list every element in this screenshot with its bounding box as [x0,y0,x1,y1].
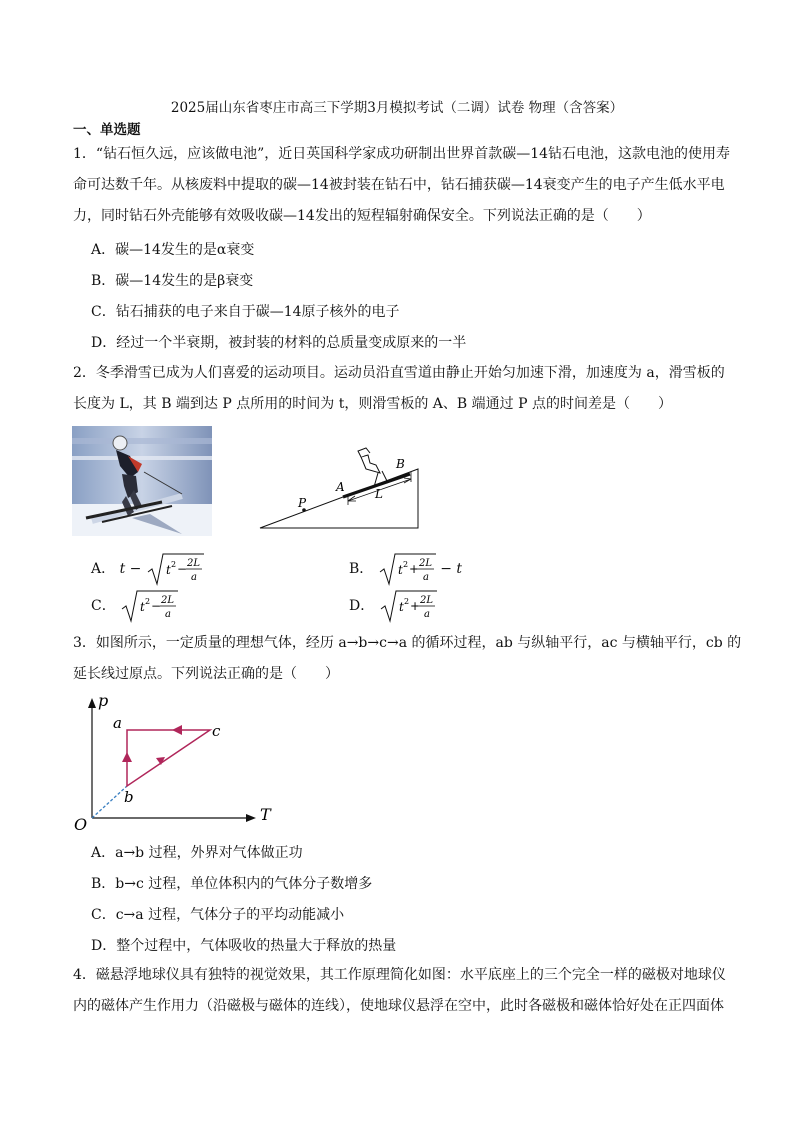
point-label-a: a [113,714,122,732]
svg-text:2: 2 [170,560,176,569]
question-1-line: 1．“钻石恒久远，应该做电池”，近日英国科学家成功研制出世界首款碳—14钻石电池，这款电池的使用寿 [73,146,731,162]
svg-text:2L: 2L [419,595,433,606]
q1-option-d[interactable]: D．经过一个半衰期，被封装的材料的总质量变成原来的一半 [91,335,467,351]
question-4-line: 4．磁悬浮地球仪具有独特的视觉效果，其工作原理简化如图：水平底座上的三个完全一样的磁极对地球仪 [73,967,726,983]
question-4 [73,960,726,1022]
svg-text:−: − [176,562,187,576]
q2-option-d[interactable] [349,589,437,623]
sqrt-expression [120,589,178,623]
incline-diagram [258,443,438,533]
label-A: A [336,480,345,494]
svg-text:2: 2 [145,597,151,606]
svg-text:t: t [165,563,171,577]
svg-text:t: t [398,600,404,614]
svg-text:t: t [397,563,403,577]
q3-option-c[interactable]: C．c→a 过程，气体分子的平均动能减小 [91,907,345,923]
label-B: B [396,457,405,471]
point-label-b: b [124,788,134,806]
sqrt-expression [379,589,437,623]
svg-text:+: + [408,562,419,576]
label-P: P [298,496,307,510]
question-3 [73,628,741,690]
q3-option-a[interactable]: A．a→b 过程，外界对气体做正功 [91,845,303,861]
axis-label-T: T [260,805,271,824]
option-letter: C． [91,598,116,614]
skier-photo [72,426,212,536]
q1-option-a[interactable]: A．碳—14发生的是α衰变 [91,242,255,258]
axis-label-p: p [98,691,109,710]
origin-label: O [74,815,88,834]
q3-option-b[interactable]: B．b→c 过程，单位体积内的气体分子数增多 [91,876,373,892]
svg-text:+: + [409,599,420,613]
sqrt-expression [146,552,204,586]
svg-text:2: 2 [402,560,408,569]
q1-option-b[interactable]: B．碳—14发生的是β衰变 [91,273,254,289]
question-4-line: 内的磁体产生作用力（沿磁极与磁体的连线），使地球仪悬浮在空中，此时各磁极和磁体恰好处在正四面体 [73,998,724,1014]
question-3-line: 延长线过原点。下列说法正确的是（ ） [73,666,339,682]
svg-text:t: t [140,600,145,614]
question-1 [73,139,730,232]
question-2 [73,358,725,420]
svg-text:a: a [422,572,429,583]
question-2-line: 2．冬季滑雪已成为人们喜爱的运动项目。运动员沿直雪道由静止开始匀加速下滑，加速度为 a，滑雪板的 [73,365,725,381]
svg-text:a: a [165,609,172,620]
point-label-c: c [212,722,221,740]
svg-text:a: a [190,572,197,583]
sqrt-expression [378,552,436,586]
label-L: L [375,487,383,501]
option-letter: B． [349,561,374,577]
page-title: 2025届山东省枣庄市高三下学期3月模拟考试（二调）试卷 物理（含答案） [170,100,624,116]
svg-text:a: a [423,609,430,620]
q2-option-c[interactable] [91,589,178,623]
svg-text:2L: 2L [161,595,175,606]
section-heading: 一、单选题 [73,122,141,138]
pt-graph [70,690,285,835]
q3-option-d[interactable]: D．整个过程中，气体吸收的热量大于释放的热量 [91,938,397,954]
question-3-line: 3．如图所示，一定质量的理想气体，经历 a→b→c→a 的循环过程，ab 与纵轴平行，ac 与横轴平行，cb 的 [73,635,742,651]
q2-option-a[interactable]: A． t − t 2 − 2L a [91,552,204,586]
question-1-line: 命可达数千年。从核废料中提取的碳—14被封装在钻石中，钻石捕获碳—14衰变产生的电子产生低水平电 [73,177,725,193]
question-1-line: 力，同时钻石外壳能够有效吸收碳—14发出的短程辐射确保安全。下列说法正确的是（ ） [73,208,651,224]
q1-option-c[interactable]: C．钻石捕获的电子来自于碳—14原子核外的电子 [91,304,400,320]
option-letter: D． [349,598,375,614]
svg-text:2L: 2L [418,558,432,569]
option-letter: A． [91,561,116,577]
svg-text:−: − [151,599,162,613]
question-2-line: 长度为 L，其 B 端到达 P 点所用的时间为 t，则滑雪板的 A、B 端通过 P 点的时间差是（ ） [73,396,672,412]
q2-option-b[interactable]: B． t 2 + 2L a − t [349,552,462,586]
svg-text:2: 2 [403,597,409,606]
svg-text:2L: 2L [186,558,200,569]
